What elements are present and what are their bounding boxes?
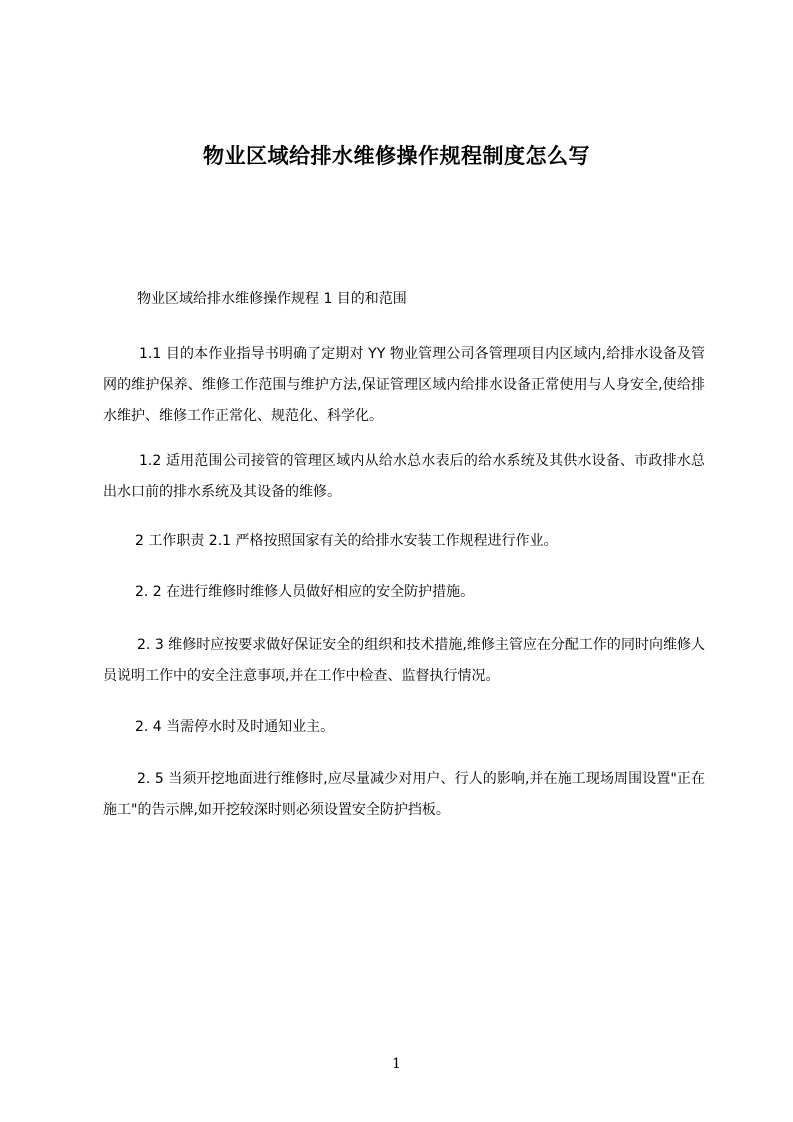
paragraph-2-5-excavation: 2. 5 当须开挖地面进行维修时,应尽量减少对用户、行人的影响,并在施工现场周围设置"正在施工"的告示牌,如开挖较深时则必须设置安全防护挡板。 — [103, 771, 705, 818]
paragraph-2-3-measures: 2. 3 维修时应按要求做好保证安全的组织和技术措施,维修主管应在分配工作的同时向维修人员说明工作中的安全注意事项,并在工作中检查、监督执行情况。 — [103, 637, 705, 684]
paragraph-heading-scope: 物业区域给排水维修操作规程 1 目的和范围 — [137, 291, 407, 307]
paragraph-2-4-notify: 2. 4 当需停水时及时通知业主。 — [135, 719, 335, 735]
paragraph-1-1-purpose: 1.1 目的本作业指导书明确了定期对 YY 物业管理公司各管理项目内区域内,给排水设备及管网的维护保养、维修工作范围与维护方法,保证管理区域内给排水设备正常使用与人身安全,使给排水维护、维修工作正常化、规范化、科学化。 — [103, 346, 705, 424]
paragraph-2-2-safety: 2. 2 在进行维修时维修人员做好相应的安全防护措施。 — [135, 584, 475, 600]
paragraph-2-1-duties: 2 工作职责 2.1 严格按照国家有关的给排水安装工作规程进行作业。 — [135, 533, 558, 549]
page-number: 1 — [392, 1056, 401, 1072]
paragraph-1-2-scope: 1.2 适用范围公司接管的管理区域内从给水总水表后的给水系统及其供水设备、市政排水总出水口前的排水系统及其设备的维修。 — [103, 453, 705, 500]
document-title: 物业区域给排水维修操作规程制度怎么写 — [203, 144, 590, 168]
